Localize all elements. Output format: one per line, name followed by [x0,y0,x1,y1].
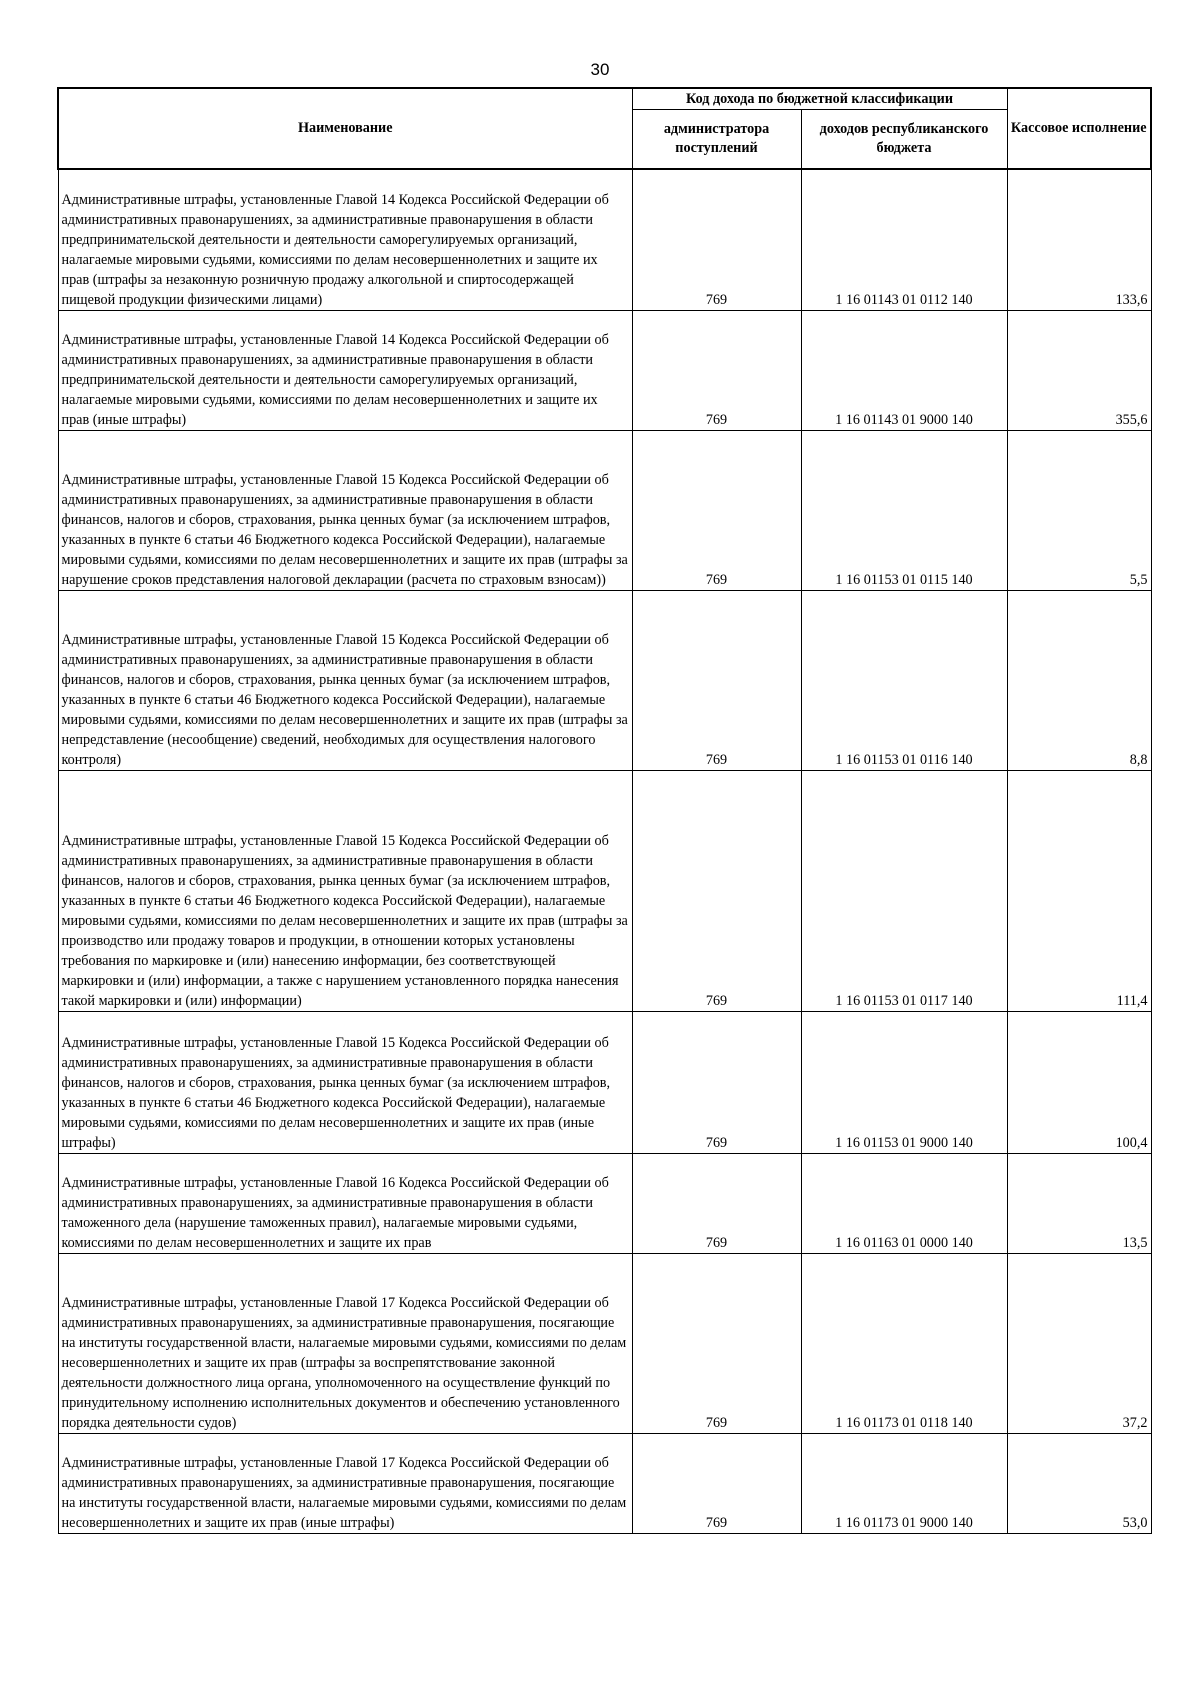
row-name: Административные штрафы, установленные Главой 14 Кодекса Российской Федерации об административных правонарушениях, за административные правонарушения в области предпринимательской деятельности и деятельности саморегулируемых организаций, налагаемые мировыми судьями, комиссиями по делам несовершеннолетних и защите их прав (штрафы за незаконную розничную продажу алкогольной и спиртосодержащей пищевой продукции физическими лицами) [58,169,632,310]
table-row [58,310,1151,430]
table-row [58,1253,1151,1433]
row-admin-code: 769 [632,1433,801,1533]
row-name: Административные штрафы, установленные Главой 15 Кодекса Российской Федерации об административных правонарушениях, за административные правонарушения в области финансов, налогов и сборов, страхования, рынка ценных бумаг (за исключением штрафов, указанных в пункте 6 статьи 46 Бюджетного кодекса Российской Федерации), налагаемые мировыми судьями, комиссиями по делам несовершеннолетних и защите их прав (штрафы за непредставление (несообщение) сведений, необходимых для осуществления налогового контроля) [58,590,632,770]
table-row [58,1011,1151,1153]
row-revenue-code: 1 16 01173 01 9000 140 [801,1433,1007,1533]
row-name: Административные штрафы, установленные Главой 15 Кодекса Российской Федерации об административных правонарушениях, за административные правонарушения в области финансов, налогов и сборов, страхования, рынка ценных бумаг (за исключением штрафов, указанных в пункте 6 статьи 46 Бюджетного кодекса Российской Федерации), налагаемые мировыми судьями, комиссиями по делам несовершеннолетних и защите их прав (иные штрафы) [58,1011,632,1153]
row-revenue-code: 1 16 01143 01 0112 140 [801,169,1007,310]
row-admin-code: 769 [632,1153,801,1253]
row-revenue-code: 1 16 01153 01 0115 140 [801,430,1007,590]
header-revenue: доходов республиканского бюджета [801,110,1007,170]
row-admin-code: 769 [632,770,801,1011]
table-row [58,770,1151,1011]
row-amount: 37,2 [1007,1253,1151,1433]
row-revenue-code: 1 16 01153 01 0116 140 [801,590,1007,770]
row-amount: 100,4 [1007,1011,1151,1153]
row-revenue-code: 1 16 01153 01 0117 140 [801,770,1007,1011]
row-admin-code: 769 [632,1011,801,1153]
row-name: Административные штрафы, установленные Главой 15 Кодекса Российской Федерации об административных правонарушениях, за административные правонарушения в области финансов, налогов и сборов, страхования, рынка ценных бумаг (за исключением штрафов, указанных в пункте 6 статьи 46 Бюджетного кодекса Российской Федерации), налагаемые мировыми судьями, комиссиями по делам несовершеннолетних и защите их прав (штрафы за нарушение сроков представления налоговой декларации (расчета по страховым взносам)) [58,430,632,590]
row-amount: 111,4 [1007,770,1151,1011]
row-revenue-code: 1 16 01173 01 0118 140 [801,1253,1007,1433]
row-name: Административные штрафы, установленные Главой 17 Кодекса Российской Федерации об административных правонарушениях, за административные правонарушения, посягающие на институты государственной власти, налагаемые мировыми судьями, комиссиями по делам несовершеннолетних и защите их прав (иные штрафы) [58,1433,632,1533]
row-name: Административные штрафы, установленные Главой 16 Кодекса Российской Федерации об административных правонарушениях, за административные правонарушения в области таможенного дела (нарушение таможенных правил), налагаемые мировыми судьями, комиссиями по делам несовершеннолетних и защите их прав [58,1153,632,1253]
table-row [58,590,1151,770]
page-number: 30 [590,60,610,79]
row-admin-code: 769 [632,1253,801,1433]
header-amount: Кассовое исполнение [1007,88,1151,169]
table-body [58,169,1151,1533]
row-amount: 53,0 [1007,1433,1151,1533]
row-amount: 133,6 [1007,169,1151,310]
row-amount: 5,5 [1007,430,1151,590]
row-amount: 13,5 [1007,1153,1151,1253]
row-admin-code: 769 [632,310,801,430]
table-row [58,169,1151,310]
header-name: Наименование [58,88,632,169]
table-row [58,430,1151,590]
row-amount: 8,8 [1007,590,1151,770]
table-header [58,88,1151,169]
row-amount: 355,6 [1007,310,1151,430]
row-revenue-code: 1 16 01163 01 0000 140 [801,1153,1007,1253]
row-revenue-code: 1 16 01153 01 9000 140 [801,1011,1007,1153]
row-admin-code: 769 [632,430,801,590]
table-row [58,1433,1151,1533]
header-admin: администратора поступлений [632,110,801,170]
table-row [58,1153,1151,1253]
row-admin-code: 769 [632,169,801,310]
revenue-table [57,87,1152,1534]
row-name: Административные штрафы, установленные Главой 17 Кодекса Российской Федерации об административных правонарушениях, за административные правонарушения, посягающие на институты государственной власти, налагаемые мировыми судьями, комиссиями по делам несовершеннолетних и защите их прав (штрафы за воспрепятствование законной деятельности должностного лица органа, уполномоченного на осуществление функций по принудительному исполнению исполнительных документов и обеспечению установленного порядка деятельности судов) [58,1253,632,1433]
header-code-group: Код дохода по бюджетной классификации [632,88,1007,110]
row-name: Административные штрафы, установленные Главой 14 Кодекса Российской Федерации об административных правонарушениях, за административные правонарушения в области предпринимательской деятельности и деятельности саморегулируемых организаций, налагаемые мировыми судьями, комиссиями по делам несовершеннолетних и защите их прав (иные штрафы) [58,310,632,430]
row-name: Административные штрафы, установленные Главой 15 Кодекса Российской Федерации об административных правонарушениях, за административные правонарушения в области финансов, налогов и сборов, страхования, рынка ценных бумаг (за исключением штрафов, указанных в пункте 6 статьи 46 Бюджетного кодекса Российской Федерации), налагаемые мировыми судьями, комиссиями по делам несовершеннолетних и защите их прав (штрафы за производство или продажу товаров и продукции, в отношении которых установлены требования по маркировке и (или) нанесению информации, без соответствующей маркировки и (или) информации, а также с нарушением установленного порядка нанесения такой маркировки и (или) информации) [58,770,632,1011]
row-admin-code: 769 [632,590,801,770]
row-revenue-code: 1 16 01143 01 9000 140 [801,310,1007,430]
